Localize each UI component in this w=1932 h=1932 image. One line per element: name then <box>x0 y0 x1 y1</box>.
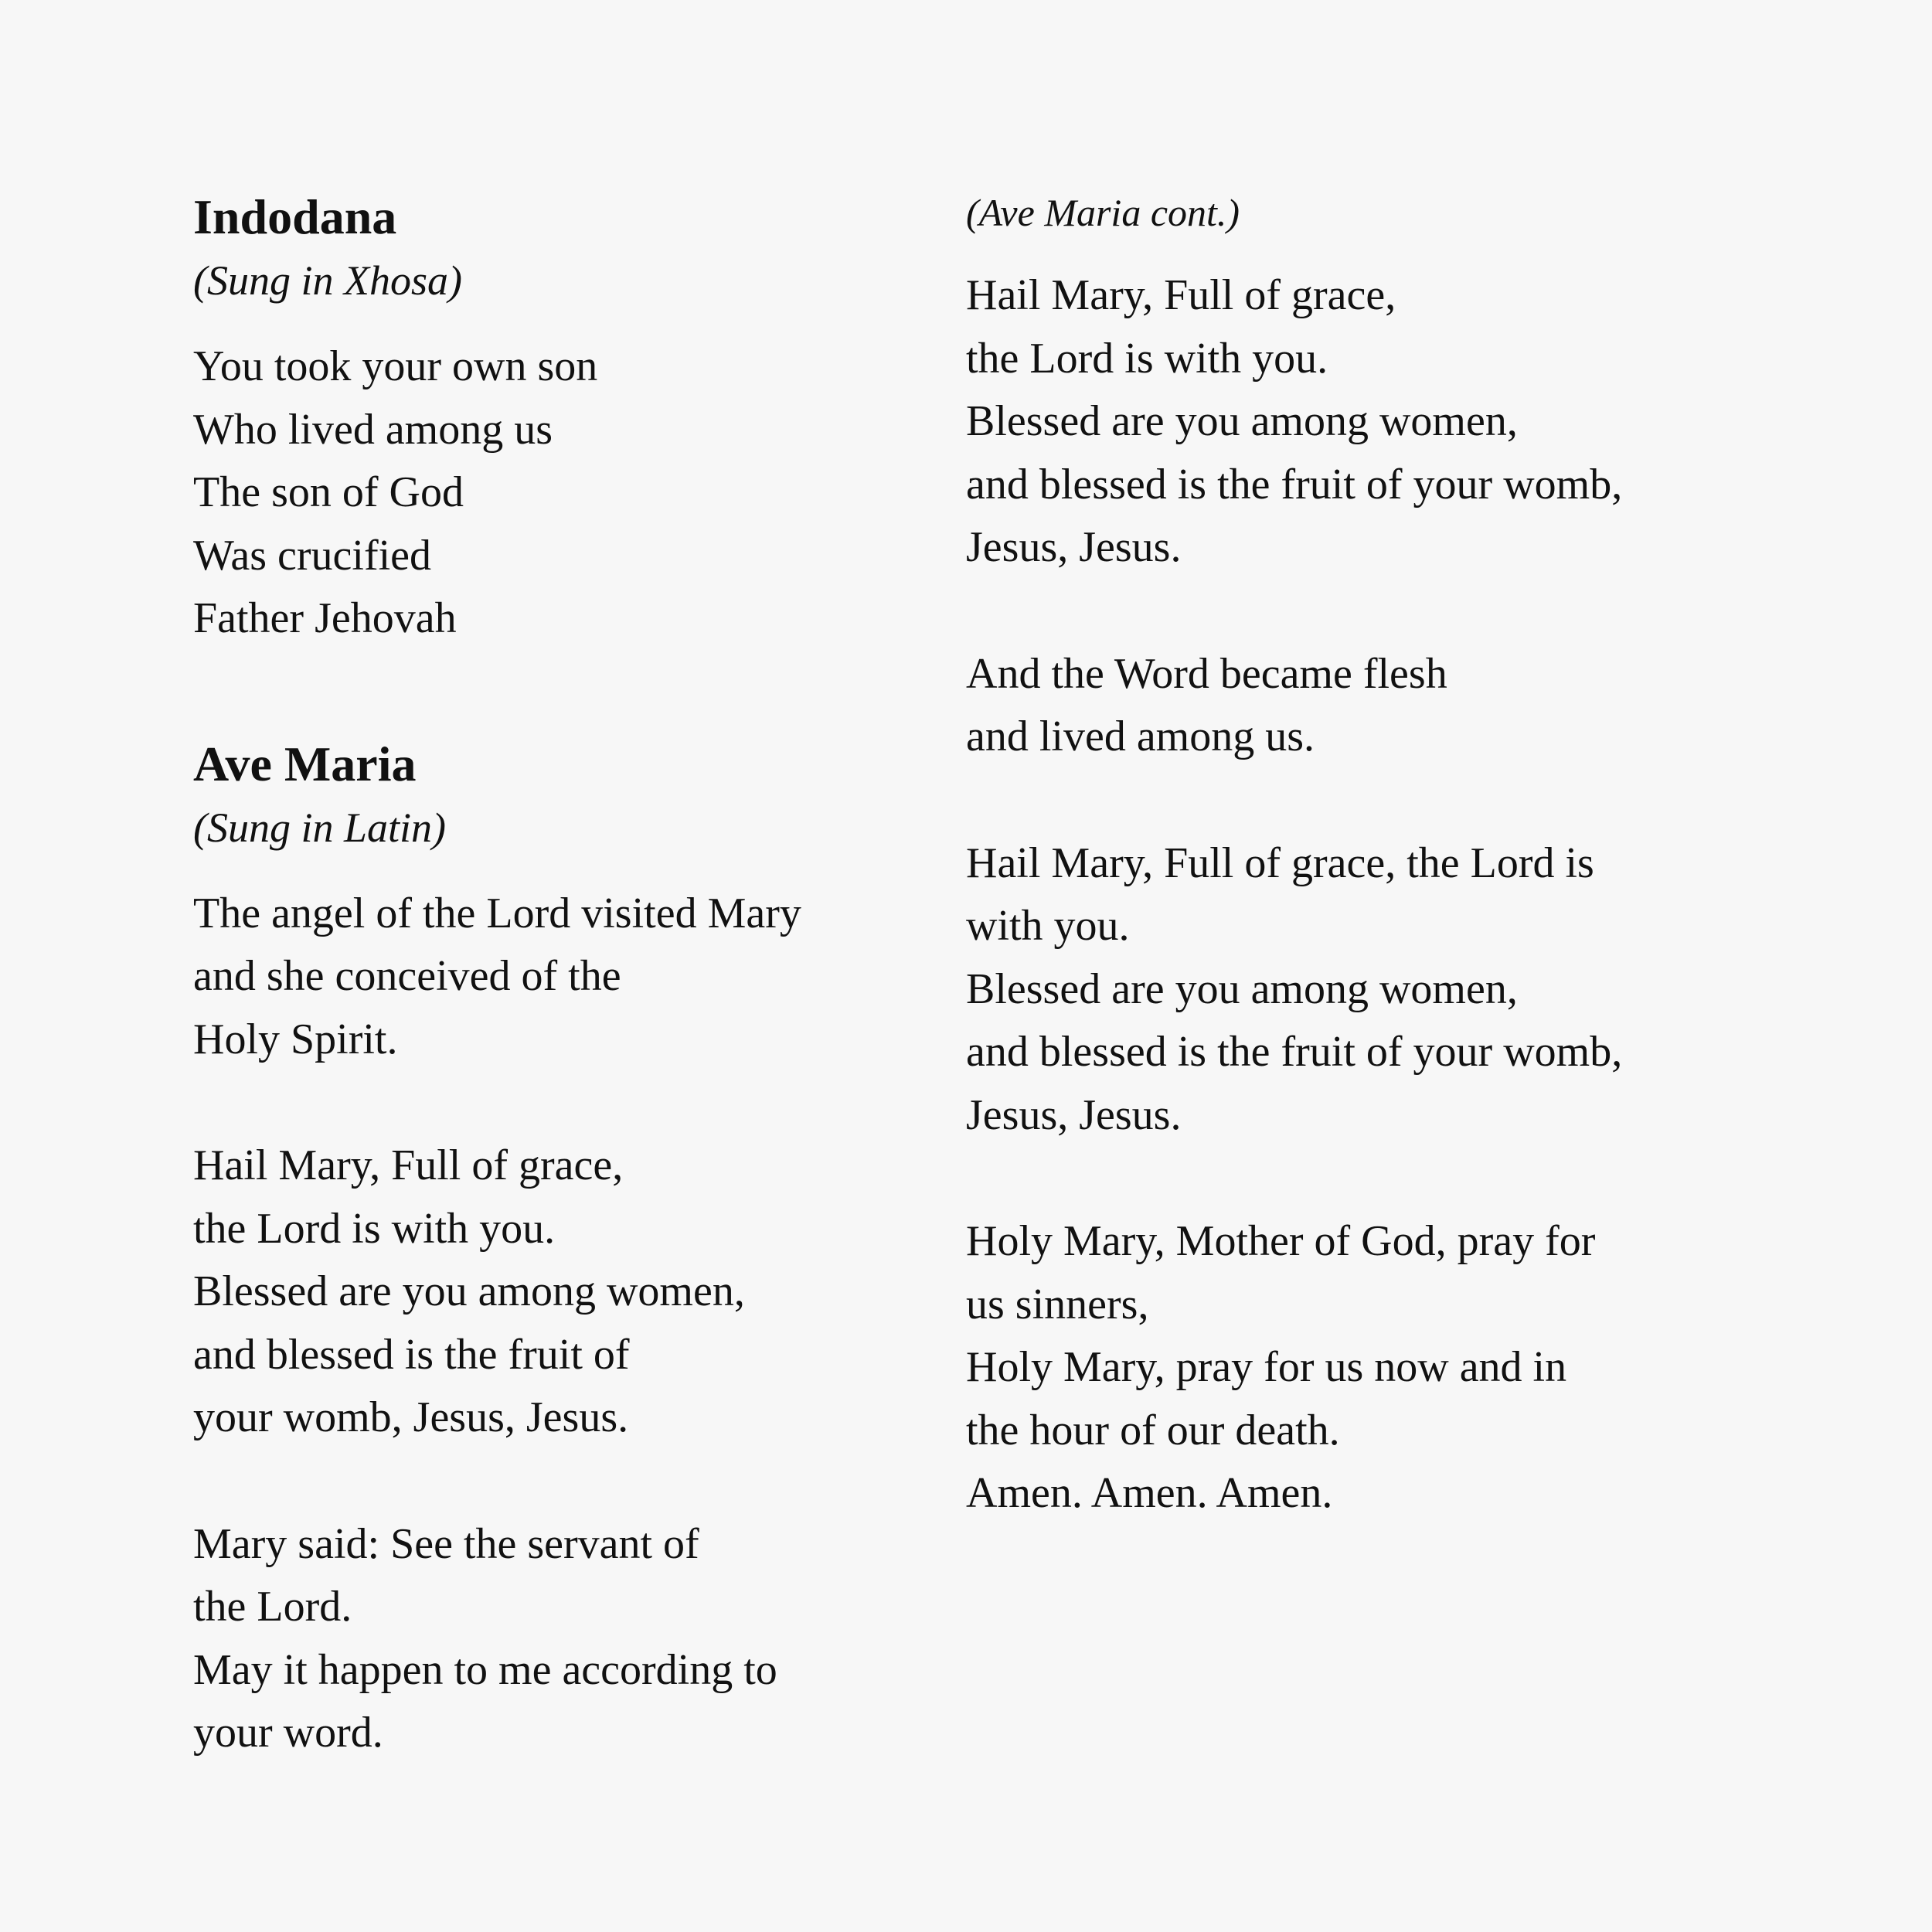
lyric-line: And the Word became flesh <box>966 649 1447 698</box>
lyric-line: the hour of our death. <box>966 1406 1340 1454</box>
lyric-line: the Lord is with you. <box>193 1204 556 1253</box>
lyric-line: Hail Mary, Full of grace, <box>193 1141 624 1189</box>
lyric-line: You took your own son <box>193 342 598 390</box>
lyric-line: Who lived among us <box>193 405 553 454</box>
lyric-line: and blessed is the fruit of your womb, <box>966 460 1623 509</box>
ave-maria-stanza-2 <box>193 1134 966 1450</box>
lyric-line: your womb, Jesus, Jesus. <box>193 1393 629 1441</box>
lyric-line: The angel of the Lord visited Mary <box>193 889 801 937</box>
indodana-section <box>193 185 966 651</box>
lyric-line: your word. <box>193 1709 383 1757</box>
lyric-line: and blessed is the fruit of <box>193 1330 630 1379</box>
indodana-lyrics <box>193 335 966 651</box>
lyric-line: Jesus, Jesus. <box>966 1090 1182 1139</box>
lyric-line: Mary said: See the servant of <box>193 1519 699 1568</box>
lyric-line: and lived among us. <box>966 713 1315 760</box>
lyric-line: with you. <box>966 902 1130 950</box>
ave-maria-subtitle: (Sung in Latin) <box>193 804 447 851</box>
ave-maria-cont-stanza-3 <box>966 832 1739 1148</box>
left-column <box>193 185 966 1765</box>
lyric-line: Hail Mary, Full of grace, <box>966 271 1396 319</box>
lyric-line: Hail Mary, Full of grace, the Lord is <box>966 838 1594 887</box>
ave-maria-cont-stanza-4 <box>966 1210 1739 1526</box>
lyric-line: Amen. Amen. Amen. <box>966 1469 1333 1517</box>
ave-maria-continued-label: (Ave Maria cont.) <box>966 191 1240 234</box>
lyric-line: and blessed is the fruit of your womb, <box>966 1028 1623 1076</box>
lyric-line: us sinners, <box>966 1280 1149 1328</box>
ave-maria-stanza-1 <box>193 883 966 1072</box>
lyric-line: the Lord. <box>193 1583 352 1631</box>
lyric-line: Was crucified <box>193 531 431 580</box>
lyric-line: Holy Mary, Mother of God, pray for <box>966 1217 1596 1265</box>
lyric-line: Blessed are you among women, <box>966 397 1518 445</box>
ave-maria-cont-stanza-1 <box>966 264 1739 580</box>
indodana-title: Indodana <box>193 189 397 244</box>
lyric-line: Father Jehovah <box>193 594 457 642</box>
indodana-subtitle: (Sung in Xhosa) <box>193 257 462 304</box>
lyric-line: Blessed are you among women, <box>966 964 1518 1013</box>
lyric-line: The son of God <box>193 468 464 516</box>
lyric-line: and she conceived of the <box>193 952 621 1000</box>
lyric-line: the Lord is with you. <box>966 334 1328 383</box>
ave-maria-cont-stanza-2 <box>966 643 1739 769</box>
lyric-line: Holy Spirit. <box>193 1015 398 1063</box>
right-column <box>966 185 1739 1526</box>
lyric-line: Blessed are you among women, <box>193 1267 745 1315</box>
lyric-line: May it happen to me according to <box>193 1645 777 1694</box>
ave-maria-stanza-3 <box>193 1513 966 1765</box>
ave-maria-title: Ave Maria <box>193 736 417 791</box>
lyric-line: Jesus, Jesus. <box>966 523 1182 571</box>
ave-maria-section <box>193 733 966 1765</box>
lyric-line: Holy Mary, pray for us now and in <box>966 1343 1567 1391</box>
